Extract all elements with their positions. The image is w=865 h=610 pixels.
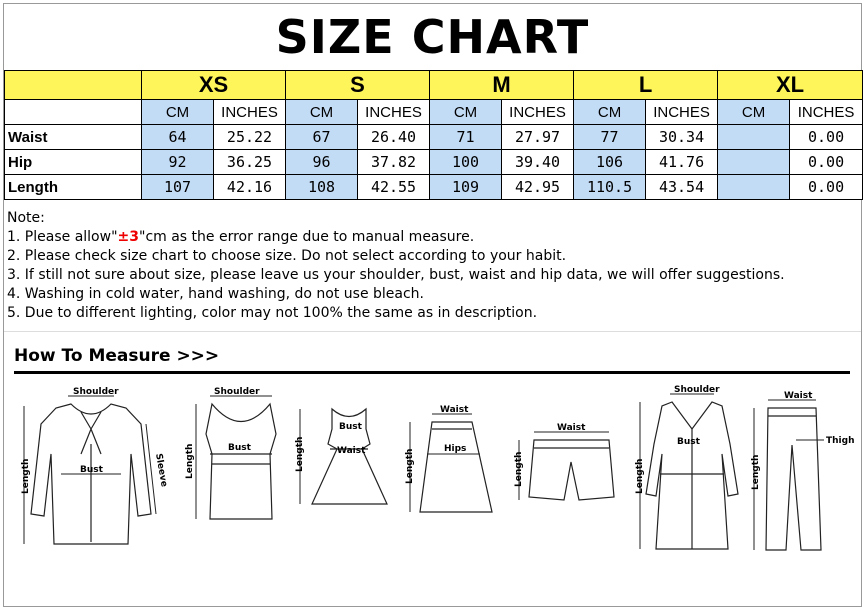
size-xl-header: XL [718, 71, 863, 100]
size-xs-header: XS [142, 71, 286, 100]
dress-icon [292, 404, 392, 514]
unit-inches: INCHES [358, 100, 430, 125]
table-cell: 108 [286, 175, 358, 200]
coat-icon [632, 384, 742, 559]
table-cell: 26.40 [358, 125, 430, 150]
waist-label: Waist [557, 423, 586, 433]
waist-label: Waist [440, 405, 469, 415]
table-cell: 42.95 [502, 175, 574, 200]
size-s-header: S [286, 71, 430, 100]
note-4: 4. Washing in cold water, hand washing, do not use bleach. [7, 286, 424, 302]
bust-label: Bust [80, 465, 103, 475]
table-cell: 37.82 [358, 150, 430, 175]
waist-label: Waist [784, 391, 813, 401]
note-5: 5. Due to different lighting, color may not 100% the same as in description. [7, 305, 538, 321]
table-cell [718, 175, 790, 200]
how-to-measure-section [4, 331, 861, 607]
length-label: Length [514, 451, 524, 487]
table-cell: 77 [574, 125, 646, 150]
size-header-row [5, 71, 863, 100]
table-row-hip [5, 150, 863, 175]
notes-heading: Note: [7, 210, 45, 226]
divider [14, 371, 850, 374]
bust-label: Bust [677, 437, 700, 447]
unit-cm: CM [718, 100, 790, 125]
table-cell: 106 [574, 150, 646, 175]
table-cell: 71 [430, 125, 502, 150]
blouse-diagram [16, 384, 169, 559]
note-1-prefix: 1. Please allow" [7, 229, 118, 245]
size-table [4, 70, 863, 200]
shoulder-label: Shoulder [214, 387, 260, 397]
unit-cm: CM [286, 100, 358, 125]
shoulder-label: Shoulder [674, 385, 720, 395]
unit-corner-cell [5, 100, 142, 125]
sleeve-label: Sleeve [153, 452, 169, 488]
table-cell: 42.16 [214, 175, 286, 200]
length-label: Length [635, 458, 645, 494]
skirt-diagram [402, 404, 497, 529]
table-cell: 39.40 [502, 150, 574, 175]
skirt-icon [402, 404, 497, 524]
table-cell: 100 [430, 150, 502, 175]
table-cell: 107 [142, 175, 214, 200]
table-cell: 96 [286, 150, 358, 175]
tank-top-icon [182, 384, 282, 524]
note-3: 3. If still not sure about size, please leave us your shoulder, bust, waist and hip data, we will offer suggestions. [7, 267, 785, 283]
hips-label: Hips [444, 444, 467, 454]
table-cell: 0.00 [790, 125, 863, 150]
table-cell: 67 [286, 125, 358, 150]
table-cell: 109 [430, 175, 502, 200]
table-row-waist [5, 125, 863, 150]
table-cell: 0.00 [790, 150, 863, 175]
table-cell: 92 [142, 150, 214, 175]
pants-icon [746, 390, 856, 555]
table-cell: 41.76 [646, 150, 718, 175]
shorts-icon [509, 422, 619, 512]
how-to-measure-title: How To Measure >>> [14, 346, 220, 366]
note-2: 2. Please check size chart to choose size. Do not select according to your habit. [7, 248, 567, 264]
bust-label: Bust [228, 443, 251, 453]
row-label: Waist [5, 125, 142, 150]
table-cell: 25.22 [214, 125, 286, 150]
table-cell: 42.55 [358, 175, 430, 200]
bust-label: Bust [339, 422, 362, 432]
row-label: Length [5, 175, 142, 200]
length-label: Length [405, 448, 415, 484]
table-cell: 0.00 [790, 175, 863, 200]
row-label: Hip [5, 150, 142, 175]
unit-inches: INCHES [646, 100, 718, 125]
length-label: Length [185, 443, 195, 479]
table-cell [718, 125, 790, 150]
thigh-label: Thigh [826, 436, 855, 446]
shorts-diagram [509, 422, 619, 517]
note-1-suffix: "cm as the error range due to manual measure. [139, 229, 475, 245]
page-title: SIZE CHART [4, 4, 861, 71]
dress-diagram [292, 404, 392, 519]
shoulder-label: Shoulder [73, 387, 119, 397]
table-cell: 110.5 [574, 175, 646, 200]
pants-diagram [746, 390, 856, 560]
coat-diagram [632, 384, 742, 564]
table-cell [718, 150, 790, 175]
blouse-icon [16, 384, 169, 554]
unit-cm: CM [142, 100, 214, 125]
table-cell: 27.97 [502, 125, 574, 150]
tank-top-diagram [182, 384, 282, 529]
error-range-highlight: ±3 [117, 229, 139, 245]
unit-cm: CM [430, 100, 502, 125]
waist-label: Waist [337, 446, 366, 456]
unit-inches: INCHES [214, 100, 286, 125]
corner-cell [5, 71, 142, 100]
notes-section [7, 209, 785, 323]
length-label: Length [751, 454, 761, 490]
table-cell: 43.54 [646, 175, 718, 200]
length-label: Length [295, 436, 305, 472]
size-chart-panel [3, 3, 862, 607]
size-l-header: L [574, 71, 718, 100]
unit-cm: CM [574, 100, 646, 125]
unit-header-row [5, 100, 863, 125]
size-m-header: M [430, 71, 574, 100]
length-label: Length [21, 458, 31, 494]
table-cell: 64 [142, 125, 214, 150]
table-row-length [5, 175, 863, 200]
unit-inches: INCHES [790, 100, 863, 125]
table-cell: 36.25 [214, 150, 286, 175]
table-cell: 30.34 [646, 125, 718, 150]
unit-inches: INCHES [502, 100, 574, 125]
note-1 [7, 228, 785, 247]
